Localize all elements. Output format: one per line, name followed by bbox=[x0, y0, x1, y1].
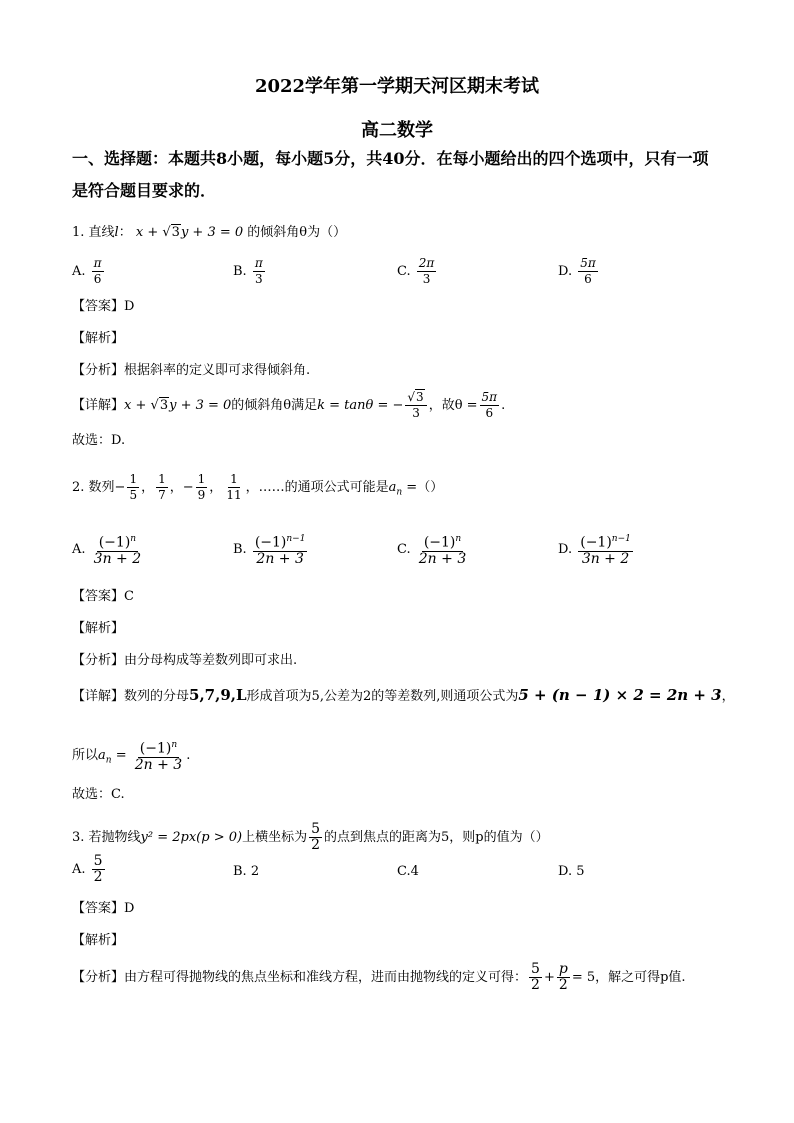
q3-option-c: C.4 bbox=[397, 864, 419, 879]
page-title: 2022学年第一学期天河区期末考试 bbox=[254, 76, 540, 97]
q2-option-a: A. $\frac{(-1)^n}{3n + 2}$ bbox=[72, 534, 142, 567]
q1-jiexi: 【解析】 bbox=[72, 331, 125, 346]
q3-jiexi: 【解析】 bbox=[72, 933, 125, 948]
section-heading-line1: 一、选择题：本题共8小题，每小题5分，共40分．在每小题给出的四个选项中，只有一项 bbox=[72, 149, 709, 168]
q3-option-d: D. 5 bbox=[558, 864, 585, 879]
q1-option-c: C. $\frac{2\pi}{3}$ bbox=[397, 256, 435, 286]
q2-jiexi: 【解析】 bbox=[72, 621, 125, 636]
q3-analysis: 【分析】由方程可得抛物线的焦点坐标和准线方程，进而由抛物线的定义可得： $\frac{5}{2}$ + $\frac{p}{2}$ = 5，解之可得p值. bbox=[72, 961, 686, 993]
q3-option-b: B. 2 bbox=[233, 864, 260, 879]
q2-option-d: D. $\frac{(-1)^{n-1}}{3n + 2}$ bbox=[558, 534, 631, 567]
q2-answer: 【答案】C bbox=[72, 589, 134, 604]
section-heading-line2: 是符合题目要求的． bbox=[72, 181, 217, 200]
q2-detail: 【详解】数列的分母5,7,9,L形成首项为5,公差为2的等差数列,则通项公式为5 + (n − 1) × 2 = 2n + 3， bbox=[72, 686, 735, 704]
q1-detail: 【详解】x + √3y + 3 = 0的倾斜角θ满足k = tanθ = − $\frac{√3}{3}$ ，故θ = $\frac{5\pi}{6}$ . bbox=[72, 390, 506, 420]
q1-option-a: A. $\frac{\pi}{6}$ bbox=[72, 256, 102, 286]
q1-conclusion: 故选：D. bbox=[72, 433, 126, 448]
page-subtitle: 高二数学 bbox=[361, 120, 433, 141]
q1-answer: 【答案】D bbox=[72, 299, 135, 314]
q1-option-d: D. $\frac{5\pi}{6}$ bbox=[558, 256, 596, 286]
q2-conclusion: 故选：C. bbox=[72, 787, 125, 802]
q1-stem: 1. 直线l： x + √3y + 3 = 0 的倾斜角θ为（） bbox=[72, 225, 347, 240]
q2-option-b: B. $\frac{(-1)^{n-1}}{2n + 3}$ bbox=[233, 534, 306, 567]
q2-so: 所以$a_n$ = $\frac{(-1)^n}{2n + 3}$ . bbox=[72, 740, 191, 773]
q1-option-b: B. $\frac{\pi}{3}$ bbox=[233, 256, 263, 286]
q3-stem: 3. 若抛物线y² = 2px(p > 0)上横坐标为 $\frac{5}{2}$ 的点到焦点的距离为5，则p的值为（） bbox=[72, 821, 549, 853]
q2-stem: 2. 数列− $\frac{1}{5}$ ， $\frac{1}{7}$ ，− $\frac{1}{9}$ ， $\frac{1}{11}$ ，……的通项公式可能是$a_n$ =（） bbox=[72, 472, 444, 502]
q3-option-a: A. $\frac{5}{2}$ bbox=[72, 853, 103, 885]
q1-analysis: 【分析】根据斜率的定义即可求得倾斜角. bbox=[72, 363, 311, 378]
q2-analysis: 【分析】由分母构成等差数列即可求出. bbox=[72, 653, 298, 668]
q2-option-c: C. $\frac{(-1)^n}{2n + 3}$ bbox=[397, 534, 467, 567]
q3-answer: 【答案】D bbox=[72, 901, 135, 916]
